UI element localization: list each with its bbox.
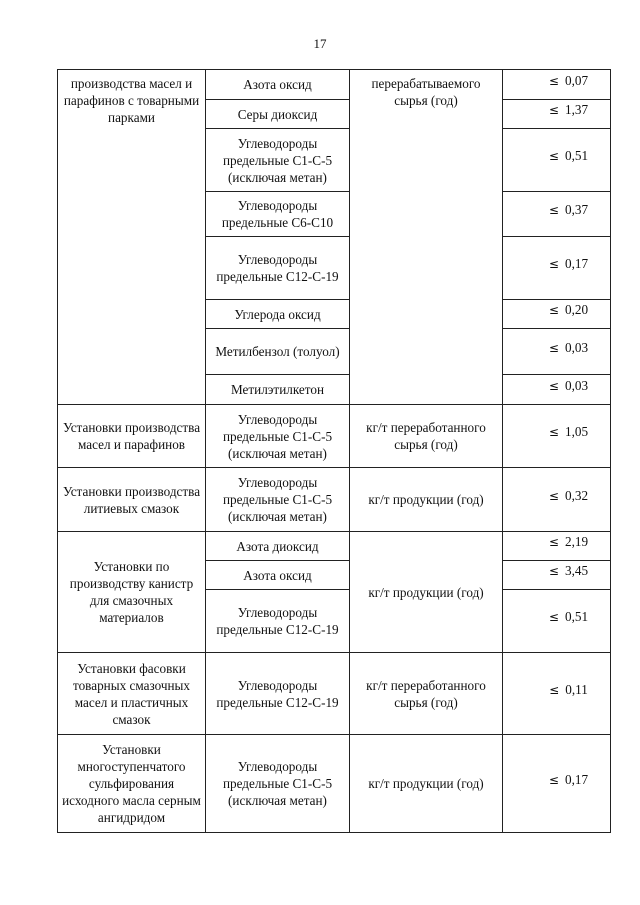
- less-or-equal-sign: ≤: [548, 203, 559, 217]
- less-or-equal-sign: ≤: [548, 535, 559, 549]
- substance-cell: Серы диоксид: [206, 100, 350, 129]
- limit-value: 0,11: [565, 681, 588, 697]
- limit-cell: [503, 100, 611, 129]
- less-or-equal-sign: ≤: [548, 488, 559, 503]
- limit-cell: [503, 468, 611, 532]
- table-row: [58, 468, 611, 532]
- limit-cell: [503, 590, 611, 653]
- substance-cell: Азота оксид: [206, 561, 350, 590]
- table-row: [58, 653, 611, 735]
- substance-cell: Углеводороды предельные С12-С-19: [206, 237, 350, 300]
- source-cell: Установки многоступенчатого сульфирования исходного масла серным ангидридом: [58, 735, 206, 833]
- unit-cell: перерабатываемого сырья (год): [350, 70, 503, 405]
- page-number: 17: [313, 36, 327, 51]
- unit-cell: кг/т переработанного сырья (год): [350, 405, 503, 468]
- limit-value: 0,17: [564, 771, 589, 787]
- limit-value: 0,07: [564, 72, 589, 88]
- limit-value: 0,17: [564, 256, 589, 271]
- limit-value: 0,51: [564, 148, 589, 163]
- limit-cell: [503, 129, 611, 192]
- limit-value: 2,19: [564, 534, 589, 549]
- limit-cell: [503, 532, 611, 561]
- limit-cell: [503, 300, 611, 329]
- substance-cell: Углеводороды предельные С1-С-5 (исключая метан): [206, 405, 350, 468]
- unit-cell: кг/т продукции (год): [350, 532, 503, 653]
- limit-cell: [503, 192, 611, 237]
- unit-cell: кг/т переработанного сырья (год): [350, 653, 503, 735]
- unit-cell: кг/т продукции (год): [350, 468, 503, 532]
- limit-cell: [503, 237, 611, 300]
- less-or-equal-sign: ≤: [548, 103, 559, 117]
- unit-cell: кг/т продукции (год): [350, 735, 503, 833]
- limit-value: 0,51: [564, 609, 589, 624]
- substance-cell: Метилэтилкетон: [206, 375, 350, 405]
- limit-cell: [503, 329, 611, 375]
- less-or-equal-sign: ≤: [548, 257, 559, 271]
- limit-value: 0,03: [564, 377, 589, 393]
- source-cell: Установки производства литиевых смазок: [58, 468, 206, 532]
- limit-cell: [503, 561, 611, 590]
- less-or-equal-sign: ≤: [548, 610, 559, 624]
- source-cell: Установки по производству канистр для смазочных материалов: [58, 532, 206, 653]
- limit-value: 0,32: [564, 487, 589, 503]
- substance-cell: Углеводороды предельные С12-С-19: [206, 653, 350, 735]
- substance-cell: Углеводороды предельные С1-С-5 (исключая метан): [206, 129, 350, 192]
- limit-cell: [503, 375, 611, 405]
- limit-value: 3,45: [564, 563, 589, 578]
- less-or-equal-sign: ≤: [549, 682, 560, 697]
- table-row: [58, 735, 611, 833]
- limit-cell: [503, 70, 611, 100]
- limit-cell: [503, 653, 611, 735]
- table-row: [58, 532, 611, 561]
- limit-value: 1,37: [564, 102, 589, 117]
- table-row: [58, 405, 611, 468]
- source-cell: Установки производства масел и парафинов: [58, 405, 206, 468]
- substance-cell: Углеводороды предельные С1-С-5 (исключая метан): [206, 468, 350, 532]
- substance-cell: Азота оксид: [206, 70, 350, 100]
- substance-cell: Углеводороды предельные С6-С10: [206, 192, 350, 237]
- less-or-equal-sign: ≤: [548, 564, 559, 578]
- limit-value: 0,37: [564, 202, 589, 217]
- substance-cell: Азота диоксид: [206, 532, 350, 561]
- table-row: [58, 70, 611, 100]
- less-or-equal-sign: ≤: [548, 149, 559, 163]
- less-or-equal-sign: ≤: [548, 425, 559, 439]
- substance-cell: Углеводороды предельные С12-С-19: [206, 590, 350, 653]
- less-or-equal-sign: ≤: [548, 303, 559, 317]
- substance-cell: Углерода оксид: [206, 300, 350, 329]
- source-cell: Установки фасовки товарных смазочных масел и пластичных смазок: [58, 653, 206, 735]
- limit-value: 0,03: [564, 339, 589, 355]
- limit-value: 1,05: [564, 424, 589, 439]
- limit-cell: [503, 735, 611, 833]
- less-or-equal-sign: ≤: [548, 340, 559, 355]
- emissions-table: [57, 69, 611, 833]
- substance-cell: Углеводороды предельные С1-С-5 (исключая метан): [206, 735, 350, 833]
- less-or-equal-sign: ≤: [548, 73, 559, 88]
- less-or-equal-sign: ≤: [548, 772, 559, 787]
- less-or-equal-sign: ≤: [548, 378, 559, 393]
- limit-value: 0,20: [564, 302, 589, 317]
- substance-cell: Метилбензол (толуол): [206, 329, 350, 375]
- source-cell: производства масел и парафинов с товарными парками: [58, 70, 206, 405]
- limit-cell: [503, 405, 611, 468]
